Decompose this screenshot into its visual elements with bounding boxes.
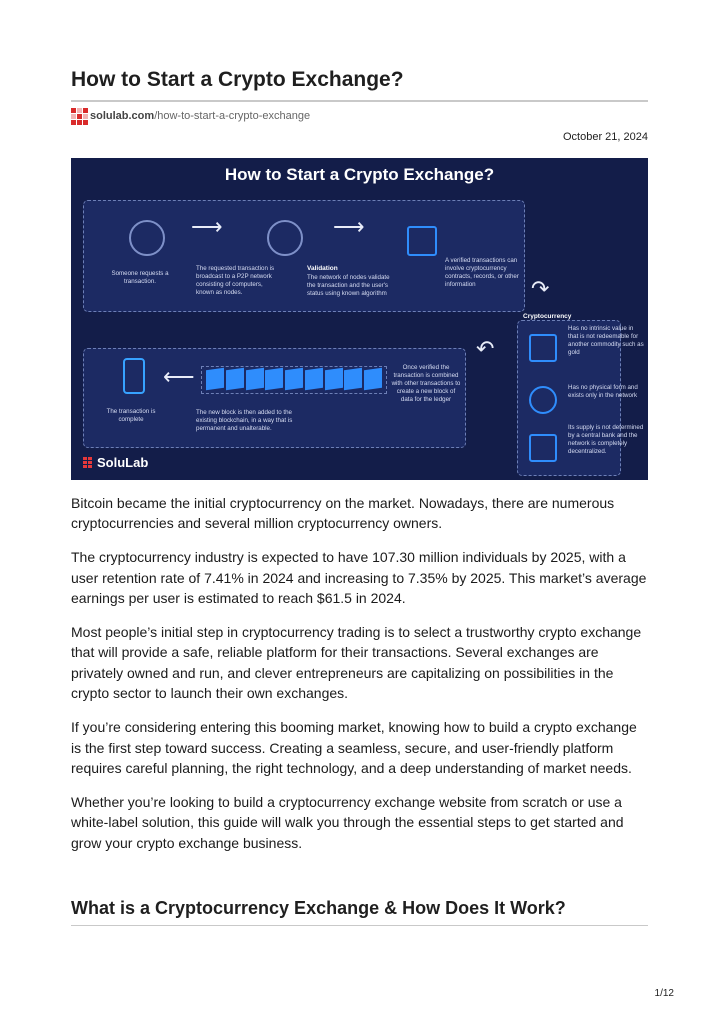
growth-chart-icon	[529, 334, 557, 362]
arrow-left-icon: ⟵	[163, 364, 195, 389]
blocks-cluster-icon	[407, 226, 437, 256]
side-panel-title: Cryptocurrency	[523, 313, 572, 320]
paragraph: Bitcoin became the initial cryptocurrency on the market. Nowadays, there are numerous cryptocurrencies and several million cryptocurrency owners.	[71, 495, 615, 532]
arrow-right-icon: ⟶	[191, 214, 223, 239]
step-broadcast-text: The requested transaction is broadcast to a P2P network consisting of computers, known as nodes.	[196, 265, 275, 296]
page-title: How to Start a Crypto Exchange?	[71, 68, 404, 91]
page-number: 1/12	[654, 988, 674, 999]
process-panel-top	[83, 200, 525, 312]
side-no-value-text: Has no intrinsic value in that is not redeemable for another commodity such as gold	[568, 325, 644, 356]
source-domain[interactable]: solulab.com	[90, 110, 155, 122]
curved-arrow-icon: ↷	[531, 276, 550, 301]
side-decentralized-text: Its supply is not determined by a central bank and the network is completely decentralized.	[568, 424, 644, 455]
title-divider	[71, 100, 648, 102]
step-complete-text: The transaction is complete	[106, 408, 156, 423]
money-bag-icon	[529, 386, 557, 414]
article-body	[71, 493, 648, 867]
solulab-logo-icon	[71, 108, 86, 125]
paragraph: Most people’s initial step in cryptocurrency trading is to select a trustworthy crypto exchange that will provide a safe, reliable platform for their transactions. Several exchanges are privately owned and run, and clever entrepreneurs are capitalizing on possibilities in the crypto sector to launch their own exchanges.	[71, 624, 642, 702]
paragraph: The cryptocurrency industry is expected to have 107.30 million individuals by 2025, with a user retention rate of 7.41% in 2024 and increasing to 7.35% by 2025. This market’s average earnings per user is estimated to reach $61.5 in 2024.	[71, 549, 647, 607]
solulab-brand-icon	[83, 457, 93, 469]
network-nodes-icon	[267, 220, 303, 256]
hero-infographic	[71, 158, 648, 480]
solulab-brand	[83, 455, 148, 470]
arrow-right-icon: ⟶	[333, 214, 365, 239]
side-no-form-text: Has no physical form and exists only in the network	[568, 384, 638, 399]
brand-name: SoluLab	[97, 455, 149, 470]
step-verified-text: A verified transactions can involve cryptocurrency contracts, records, or other information	[445, 257, 519, 288]
source-path[interactable]: /how-to-start-a-crypto-exchange	[154, 110, 311, 122]
publish-date: October 21, 2024	[562, 131, 648, 143]
source-line[interactable]	[71, 107, 310, 125]
step-combine-text: Once verified the transaction is combined with other transactions to create a new block of data for the ledger	[391, 364, 461, 403]
curved-arrow-icon: ↶	[476, 336, 495, 361]
step-request-text: Someone requests a transaction.	[111, 270, 169, 285]
hero-title: How to Start a Crypto Exchange?	[224, 165, 495, 184]
bitcoin-hand-icon	[129, 220, 165, 256]
step-validation-title: Validation	[307, 265, 338, 272]
blockchain-blocks	[201, 366, 387, 394]
section-divider	[71, 925, 648, 926]
paragraph: Whether you’re looking to build a cryptocurrency exchange website from scratch or use a white-label solution, this guide will walk you through the essential steps to get started and grow your crypto exchange business.	[71, 793, 624, 851]
step-add-block-text: The new block is then added to the existing blockchain, in a way that is permanent and unalterable.	[196, 409, 293, 432]
bank-icon	[529, 434, 557, 462]
phone-icon	[123, 358, 145, 394]
step-validation-text: The network of nodes validate the transaction and the user's status using known algorithm	[307, 274, 390, 297]
paragraph: If you’re considering entering this booming market, knowing how to build a crypto exchange is the first step toward success. Creating a seamless, secure, and user-friendly platform requires careful planning, the right technology, and a deep understanding of market needs.	[71, 719, 637, 776]
section-heading: What is a Cryptocurrency Exchange & How Does It Work?	[71, 898, 566, 918]
